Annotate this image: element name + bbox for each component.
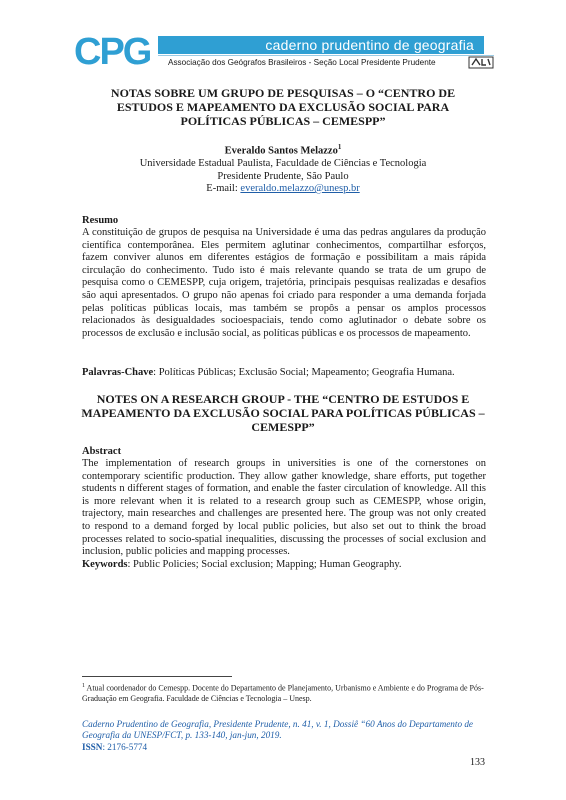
title-pt-line-1: NOTAS SOBRE UM GRUPO DE PESQUISAS – O “CENTRO DE <box>110 86 456 100</box>
footnote: $^1$ Atual coordenador do Cemespp. Docente do Departamento de Planejamento, Urbanismo e Ambiente e do Programa de Pós-Graduação em Geografia. Faculdade de Ciências e Tecnologia – Unesp. <box>82 683 484 704</box>
author-email-link[interactable]: everaldo.melazzo@unesp.br <box>240 183 360 194</box>
title-pt-line-3: POLÍTICAS PÚBLICAS – CEMESPP” <box>180 114 386 128</box>
resumo-heading: Resumo <box>82 215 119 226</box>
footnote-divider <box>82 676 232 677</box>
abstract-heading: Abstract <box>82 446 122 457</box>
issn-line: ISSN: 2176-5774 <box>82 742 148 752</box>
header-divider <box>158 55 494 56</box>
svg-text:CPG: CPG <box>74 31 151 70</box>
journal-name-banner: caderno prudentino de geografia <box>158 36 484 54</box>
title-pt-line-2: ESTUDOS E MAPEAMENTO DA EXCLUSÃO SOCIAL PARA <box>116 100 450 114</box>
author-city: Presidente Prudente, São Paulo <box>217 170 349 182</box>
article-title-en <box>78 392 488 434</box>
author-email-line: E-mail: everaldo.melazzo@unesp.br <box>206 183 360 194</box>
page-number: 133 <box>470 757 485 768</box>
title-en-line-1: NOTES ON A RESEARCH GROUP - THE “CENTRO DE ESTUDOS E <box>96 392 470 406</box>
author-block <box>0 141 566 196</box>
abstract-text: The implementation of research groups in universities is one of the cornerstones on contemporary scientific production. They allow gather knowledge, share efforts, put together students n different stages of formation, and enable the faster circulation of knowledge. All this is more relevant when it is related to a research group such as CEMESPP, whose origin, trajectory, main researches and challenges are presented here. The group was not only created to respond to a demand forged by local public policies, but also set out to think the broad processes related to socio-spatial inequalities, discussing the processes of social exclusion and inclusion, public policies and mapping processes. <box>82 458 486 558</box>
article-title-pt <box>78 86 488 128</box>
title-en-line-3: CEMESPP” <box>251 420 315 434</box>
agb-emblem-icon <box>468 55 494 69</box>
resumo-keywords: Palavras-Chave: Políticas Públicas; Exclusão Social; Mapeamento; Geografia Humana. <box>82 367 455 378</box>
journal-citation: Caderno Prudentino de Geografia, Presidente Prudente, n. 41, v. 1, Dossiê “60 Anos do Departamento de Geografia da UNESP/FCT, p. 133-140, jan-jun, 2019. <box>82 719 474 740</box>
association-name: Associação dos Geógrafos Brasileiros - Seção Local Presidente Prudente <box>168 58 436 67</box>
abstract-keywords: Keywords: Public Policies; Social exclusion; Mapping; Human Geography. <box>82 559 402 570</box>
cpg-logo <box>74 30 164 70</box>
footnote-mark[interactable]: 1 <box>337 143 342 151</box>
resumo-text: A constituição de grupos de pesquisa na Universidade é uma das pedras angulares da produção científica contemporânea. Eles permitem aglutinar conhecimentos, compartilhar esforços, fazem conviver alunos em diferentes estágios de formação e possibilitam a mais rápida circulação do conhecimento. Tudo isto é mais relevante quando se trata de um grupo de pesquisa como o CEMESPP, cuja origem, trajetória, principais pesquisas realizadas e desafios são aqui apresentados. O grupo não apenas foi criado para responder a uma demanda forjada pelas políticas públicas locais, mas também se propôs a pensar os amplos processos relacionados às desigualdades socioespaciais, tendo como aglutinador o debate sobre os processos de exclusão e inclusão social, as políticas públicas e os processos de mapeamento. <box>82 227 486 339</box>
author-name: Everaldo Santos Melazzo$^1$ <box>224 143 342 157</box>
author-affiliation: Universidade Estadual Paulista, Faculdade de Ciências e Tecnologia <box>139 158 427 169</box>
title-en-line-2: MAPEAMENTO DA EXCLUSÃO SOCIAL PARA POLÍTICAS PÚBLICAS – <box>81 406 485 420</box>
journal-header <box>74 30 494 70</box>
